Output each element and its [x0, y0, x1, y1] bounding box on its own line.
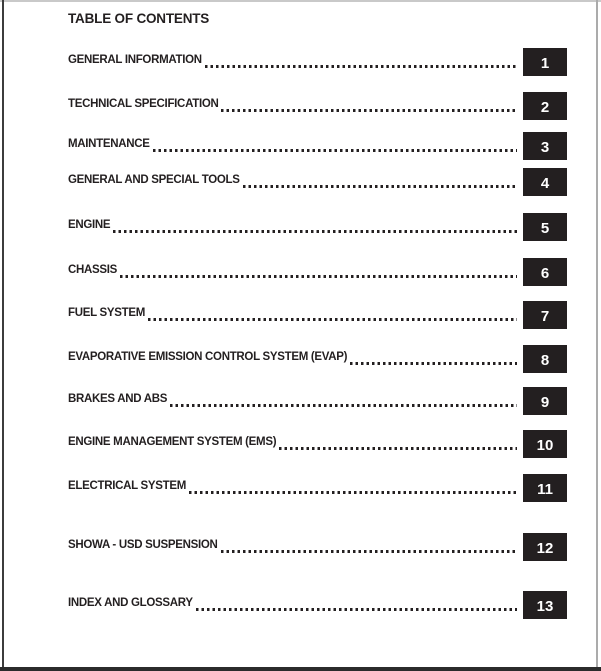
toc-row-technical-specification[interactable]: [68, 92, 567, 120]
toc-entry-label: CHASSIS: [68, 264, 118, 276]
toc-entry-label: MAINTENANCE: [68, 138, 150, 150]
toc-row-fuel-system[interactable]: [68, 301, 567, 329]
chapter-number-badge: 9: [523, 387, 567, 415]
chapter-number-badge: 11: [523, 474, 567, 502]
dotted-leader: [205, 65, 517, 68]
chapter-number-badge: 7: [523, 301, 567, 329]
dotted-leader: [153, 149, 517, 152]
toc-row-electrical-system[interactable]: [68, 474, 567, 502]
chapter-number-badge: 8: [523, 345, 567, 373]
toc-entry-label: ELECTRICAL SYSTEM: [68, 480, 187, 492]
toc-entry-label: SHOWA - USD SUSPENSION: [68, 539, 218, 551]
toc-entry-label: GENERAL AND SPECIAL TOOLS: [68, 174, 240, 186]
chapter-number-badge: 2: [523, 92, 567, 120]
dotted-leader: [196, 608, 517, 611]
dotted-leader: [279, 447, 517, 450]
dotted-leader: [113, 230, 517, 233]
dotted-leader: [170, 404, 517, 407]
toc-entry-label: FUEL SYSTEM: [68, 307, 145, 319]
toc-row-general-and-special-tools[interactable]: [68, 168, 567, 196]
chapter-number-badge: 5: [523, 213, 567, 241]
dotted-leader: [189, 491, 517, 494]
toc-entry-label: ENGINE: [68, 219, 111, 231]
chapter-number-badge: 4: [523, 168, 567, 196]
chapter-number-badge: 6: [523, 258, 567, 286]
page-title: TABLE OF CONTENTS: [68, 11, 210, 26]
toc-entry-label: INDEX AND GLOSSARY: [68, 597, 193, 609]
toc-entry-label: GENERAL INFORMATION: [68, 54, 202, 66]
toc-row-ems[interactable]: [68, 430, 567, 458]
chapter-number-badge: 12: [523, 533, 567, 561]
page-border-right: [596, 0, 598, 671]
dotted-leader: [148, 318, 517, 321]
toc-row-index-and-glossary[interactable]: [68, 591, 567, 619]
chapter-number-badge: 3: [523, 132, 567, 160]
page-border-top: [0, 0, 601, 2]
toc-entry-label: EVAPORATIVE EMISSION CONTROL SYSTEM (EVAP): [68, 351, 348, 363]
toc-entry-label: ENGINE MANAGEMENT SYSTEM (EMS): [68, 436, 277, 448]
dotted-leader: [120, 275, 517, 278]
dotted-leader: [243, 185, 517, 188]
toc-row-engine[interactable]: [68, 213, 567, 241]
toc-row-brakes-and-abs[interactable]: [68, 387, 567, 415]
toc-row-general-information[interactable]: [68, 48, 567, 76]
page-border-bottom: [0, 667, 601, 671]
chapter-number-badge: 13: [523, 591, 567, 619]
toc-row-maintenance[interactable]: [68, 132, 567, 160]
chapter-number-badge: 10: [523, 430, 567, 458]
toc-row-evap[interactable]: [68, 345, 567, 373]
chapter-number-badge: 1: [523, 48, 567, 76]
dotted-leader: [350, 362, 517, 365]
toc-entry-label: TECHNICAL SPECIFICATION: [68, 98, 219, 110]
toc-row-chassis[interactable]: [68, 258, 567, 286]
toc-entry-label: BRAKES AND ABS: [68, 393, 168, 405]
dotted-leader: [221, 109, 517, 112]
toc-row-showa-usd-suspension[interactable]: [68, 533, 567, 561]
page-border-left: [2, 0, 4, 671]
dotted-leader: [221, 550, 517, 553]
